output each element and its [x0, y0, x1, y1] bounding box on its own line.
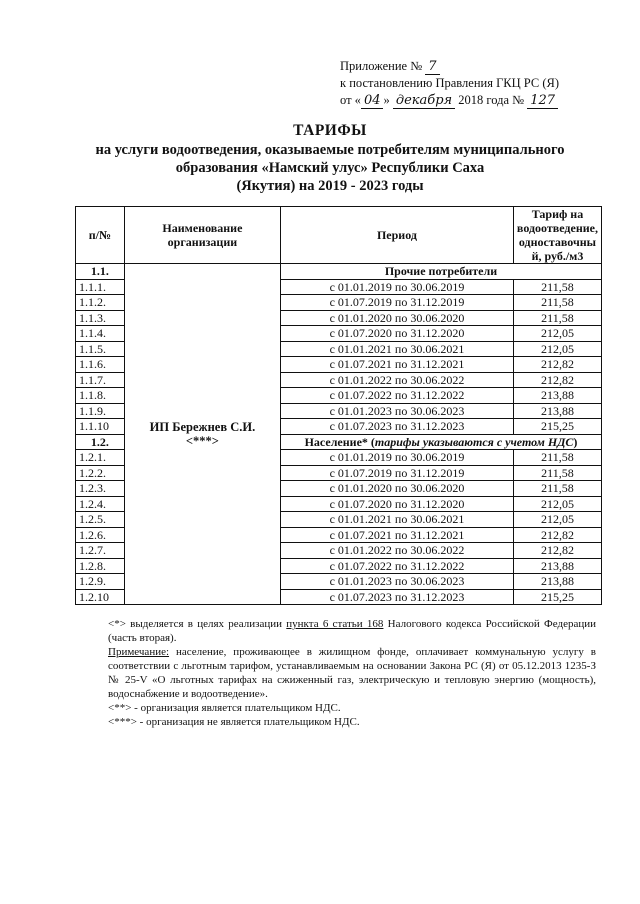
period-cell: с 01.07.2019 по 31.12.2019: [281, 295, 514, 311]
group-title: Прочие потребители: [281, 264, 602, 280]
date-mid: »: [383, 93, 390, 107]
tariff-cell: 213,88: [513, 574, 601, 590]
tariff-cell: 212,82: [513, 372, 601, 388]
footnote-vat-text-a: <*> выделяется в целях реализации: [108, 618, 287, 630]
footnote-vat-text-b: Налогового кодекса Российской Федерации (часть вторая).: [108, 618, 596, 644]
tariff-cell: 212,82: [513, 543, 601, 559]
organization-cell: [124, 264, 280, 605]
period-cell: с 01.07.2021 по 31.12.2021: [281, 357, 514, 373]
document-title: [60, 122, 600, 195]
row-number: 1.1.: [76, 264, 125, 280]
footnote-vat: [108, 617, 596, 645]
row-number: 1.2.4.: [76, 496, 125, 512]
period-cell: с 01.01.2019 по 30.06.2019: [281, 279, 514, 295]
tariff-cell: 211,58: [513, 295, 601, 311]
tariff-cell: 213,88: [513, 558, 601, 574]
period-cell: с 01.07.2023 по 31.12.2023: [281, 419, 514, 435]
group-title: [281, 434, 602, 450]
period-cell: с 01.01.2020 по 30.06.2020: [281, 481, 514, 497]
row-number: 1.2.9.: [76, 574, 125, 590]
row-number: 1.2.1.: [76, 450, 125, 466]
row-number: 1.2.8.: [76, 558, 125, 574]
remark-label: Примечание:: [108, 646, 170, 658]
group-row: [76, 264, 602, 280]
decree-number: 127: [527, 93, 558, 109]
row-number: 1.1.2.: [76, 295, 125, 311]
appendix-prefix: Приложение №: [340, 59, 423, 73]
footnote-vat-payer: <**> - организация является плательщиком НДС.: [108, 702, 341, 714]
period-cell: с 01.07.2022 по 31.12.2022: [281, 558, 514, 574]
period-cell: с 01.07.2019 по 31.12.2019: [281, 465, 514, 481]
tariff-cell: 211,58: [513, 481, 601, 497]
group-title-italic: тарифы указываются с учетом НДС: [374, 434, 574, 449]
organization-name: ИП Бережнев С.И.: [149, 420, 256, 434]
title-line-3: (Якутия) на 2019 - 2023 годы: [236, 178, 424, 194]
date-day: 04: [361, 93, 384, 109]
organization-note: <***>: [185, 434, 219, 448]
header-tariff: Тариф на водоотведение, одноставочны й, руб./м3: [513, 207, 601, 264]
row-number: 1.1.4.: [76, 326, 125, 342]
tariff-cell: 213,88: [513, 388, 601, 404]
tariff-cell: 211,58: [513, 465, 601, 481]
footnote-remark: [108, 645, 596, 701]
row-number: 1.1.7.: [76, 372, 125, 388]
period-cell: с 01.01.2019 по 30.06.2019: [281, 450, 514, 466]
tariff-cell: 212,82: [513, 527, 601, 543]
period-cell: с 01.01.2021 по 30.06.2021: [281, 341, 514, 357]
header-org: Наименование организации: [124, 207, 280, 264]
period-cell: с 01.07.2020 по 31.12.2020: [281, 496, 514, 512]
row-number: 1.2.2.: [76, 465, 125, 481]
decree-reference-line: к постановлению Правления ГКЦ РС (Я): [340, 76, 560, 90]
tariff-cell: 212,05: [513, 326, 601, 342]
row-number: 1.1.6.: [76, 357, 125, 373]
group-title-a: Население* (: [304, 434, 375, 449]
tariff-cell: 211,58: [513, 450, 601, 466]
tariff-cell: 212,05: [513, 341, 601, 357]
row-number: 1.1.5.: [76, 341, 125, 357]
tariff-cell: 213,88: [513, 403, 601, 419]
tariff-cell: 215,25: [513, 419, 601, 435]
period-cell: с 01.07.2021 по 31.12.2021: [281, 527, 514, 543]
appendix-number: 7: [425, 59, 439, 75]
tariff-cell: 212,82: [513, 357, 601, 373]
period-cell: с 01.01.2021 по 30.06.2021: [281, 512, 514, 528]
row-number: 1.1.8.: [76, 388, 125, 404]
date-month: декабря: [393, 93, 455, 109]
title-line-1: на услуги водоотведения, оказываемые потребителям муниципального: [95, 142, 565, 158]
row-number: 1.1.9.: [76, 403, 125, 419]
tariff-cell: 211,58: [513, 279, 601, 295]
tariff-cell: 215,25: [513, 589, 601, 605]
row-number: 1.2.6.: [76, 527, 125, 543]
date-prefix: от «: [340, 93, 361, 107]
footnote-non-vat-payer: <***> - организация не является плательщиком НДС.: [108, 716, 360, 728]
header-period: Период: [281, 207, 514, 264]
period-cell: с 01.01.2023 по 30.06.2023: [281, 574, 514, 590]
title-line-2: образования «Намский улус» Республики Саха: [175, 160, 485, 176]
date-year: 2018 года №: [458, 93, 525, 107]
tax-code-link[interactable]: пункта 6 статьи 168: [286, 618, 384, 630]
tariff-table: [75, 206, 602, 605]
period-cell: с 01.07.2020 по 31.12.2020: [281, 326, 514, 342]
period-cell: с 01.01.2020 по 30.06.2020: [281, 310, 514, 326]
period-cell: с 01.01.2023 по 30.06.2023: [281, 403, 514, 419]
row-number: 1.1.1.: [76, 279, 125, 295]
header-num: п/№: [76, 207, 125, 264]
period-cell: с 01.01.2022 по 30.06.2022: [281, 543, 514, 559]
remark-text: население, проживающее в жилищном фонде, оплачивает коммунальную услугу в соответствии с льготным тарифом, устанавливаемым на основании Закона РС (Я) от 05.12.2013 1235-З № 25-V «О льготных тарифах на сжиженный газ, электрическую и тепловую энергию (мощность), водоснабжение и водоотведение».: [108, 646, 596, 700]
group-title-c: ): [573, 434, 578, 449]
row-number: 1.1.10: [76, 419, 125, 435]
decree-date-line: [340, 92, 620, 109]
tariff-cell: 212,05: [513, 496, 601, 512]
row-number: 1.1.3.: [76, 310, 125, 326]
row-number: 1.2.5.: [76, 512, 125, 528]
row-number: 1.2.7.: [76, 543, 125, 559]
title-main: ТАРИФЫ: [293, 122, 367, 139]
row-number: 1.2.: [76, 434, 125, 450]
tariff-cell: 212,05: [513, 512, 601, 528]
row-number: 1.2.10: [76, 589, 125, 605]
row-number: 1.2.3.: [76, 481, 125, 497]
footnotes: [108, 617, 596, 729]
period-cell: с 01.07.2023 по 31.12.2023: [281, 589, 514, 605]
period-cell: с 01.01.2022 по 30.06.2022: [281, 372, 514, 388]
table-header-row: [76, 207, 602, 264]
appendix-line: [340, 58, 620, 75]
appendix-header: [340, 58, 620, 109]
tariff-cell: 211,58: [513, 310, 601, 326]
period-cell: с 01.07.2022 по 31.12.2022: [281, 388, 514, 404]
